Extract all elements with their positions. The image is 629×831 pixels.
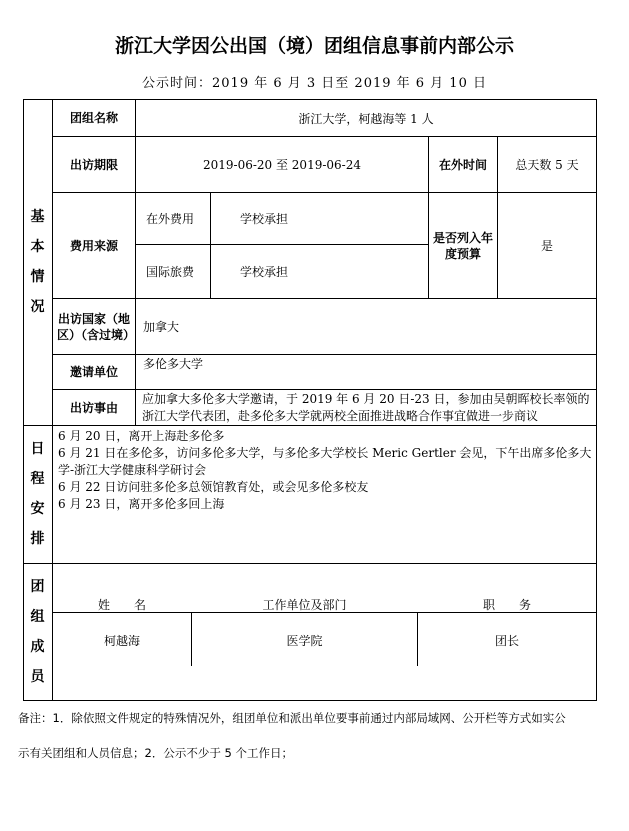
abroad-cost-value: 学校承担 bbox=[240, 212, 289, 226]
schedule-item: 6 月 23 日，离开多伦多回上海 bbox=[58, 497, 225, 511]
abroad-cost-label: 在外费用 bbox=[146, 212, 195, 226]
reason-value: 应加拿大多伦多大学邀请，于 2019 年 6 月 20 日-23 日，参加由吴朝晖校长率领的浙江大学代表团，赴多伦多大学就两校全面推进战略合作事宜做进一步商议 bbox=[142, 391, 590, 423]
time-abroad-label: 在外时间 bbox=[438, 157, 487, 172]
member-position: 团长 bbox=[494, 634, 519, 648]
group-name-value: 浙江大学，柯越海等 1 人 bbox=[298, 111, 434, 126]
member-unit: 医学院 bbox=[286, 634, 323, 648]
budget-value: 是 bbox=[540, 239, 553, 253]
budget-label: 是否列入年度预算 bbox=[432, 230, 493, 261]
countries-value: 加拿大 bbox=[143, 320, 180, 334]
countries-label: 出访国家（地区）（含过境） bbox=[57, 311, 136, 342]
member-header-name: 姓 名 bbox=[97, 598, 146, 612]
reason-label: 出访事由 bbox=[69, 400, 118, 415]
visit-period-label: 出访期限 bbox=[69, 157, 118, 172]
member-header-position: 职 务 bbox=[482, 598, 531, 612]
page-title: 浙江大学因公出国（境）团组信息事前内部公示 bbox=[114, 35, 514, 57]
invite-value: 多伦多大学 bbox=[143, 357, 204, 371]
schedule-list bbox=[58, 428, 594, 513]
basic-info-section-label: 基 本 情 况 bbox=[30, 209, 45, 315]
members-section-label: 团 组 成 员 bbox=[30, 578, 45, 685]
invite-label: 邀请单位 bbox=[69, 365, 118, 379]
member-header-unit: 工作单位及部门 bbox=[262, 598, 347, 612]
intl-travel-label: 国际旅费 bbox=[146, 265, 195, 279]
member-name: 柯越海 bbox=[103, 634, 140, 648]
time-abroad-value: 总天数 5 天 bbox=[515, 158, 579, 172]
funding-label: 费用来源 bbox=[69, 238, 118, 253]
intl-travel-value: 学校承担 bbox=[240, 265, 289, 279]
schedule-item: 6 月 22 日访问驻多伦多总领馆教育处，或会见多伦多校友 bbox=[58, 480, 369, 494]
schedule-item: 6 月 20 日，离开上海赴多伦多 bbox=[58, 429, 225, 443]
schedule-section-label: 日 程 安 排 bbox=[30, 441, 45, 547]
group-name-label: 团组名称 bbox=[69, 111, 118, 125]
schedule-item: 6 月 21 日在多伦多，访问多伦多大学，与多伦多大学校长 Meric Gertler 会见，下午出席多伦多大学-浙江大学健康科学研讨会 bbox=[58, 446, 592, 477]
visit-period-value: 2019-06-20 至 2019-06-24 bbox=[202, 158, 361, 172]
remark-line-2: 示有关团组和人员信息；2．公示不少于 5 个工作日； bbox=[18, 746, 293, 760]
remark-line-1: 备注：1．除依照文件规定的特殊情况外，组团单位和派出单位要事前通过内部局域网、公开栏等方式如实公 bbox=[18, 711, 566, 725]
notice-period: 公示时间：2019 年 6 月 3 日至 2019 年 6 月 10 日 bbox=[142, 76, 487, 91]
